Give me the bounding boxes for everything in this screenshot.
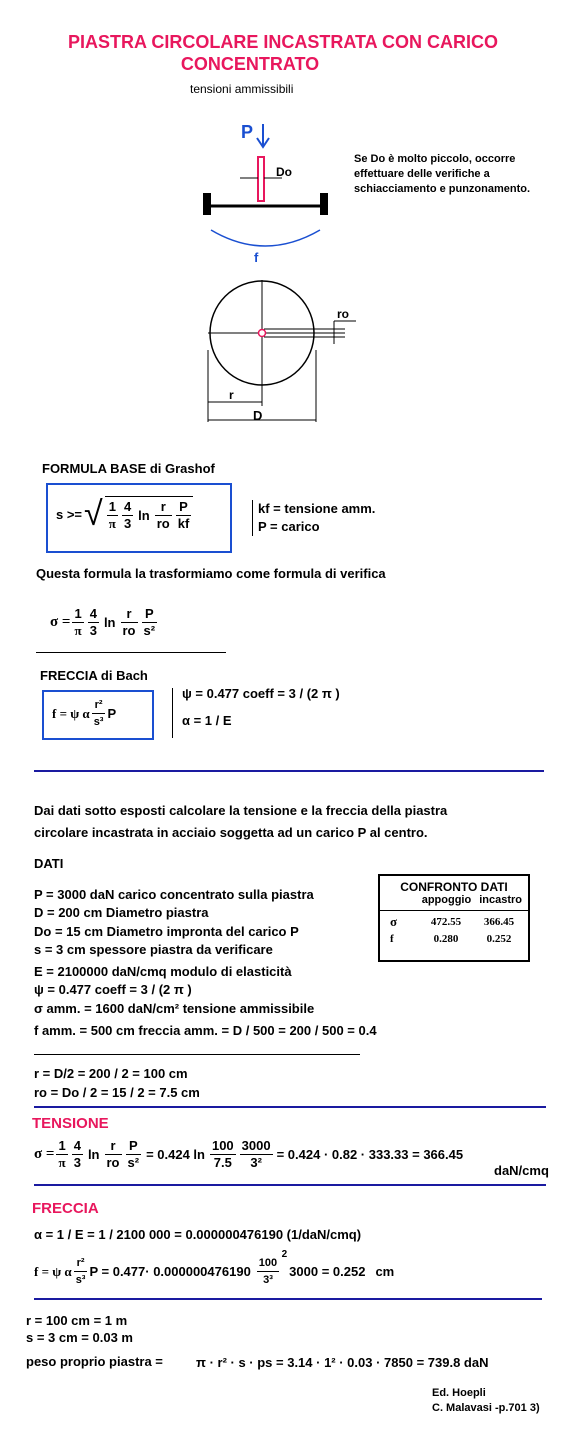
confronto-title: CONFRONTO DATI (400, 880, 508, 894)
dati-list (34, 886, 377, 1040)
frac-num: 1 (58, 1138, 66, 1153)
verify-intro: Questa formula la trasformiamo come formula di verifica (36, 566, 386, 581)
frac-den: s² (127, 1155, 140, 1170)
frac-num: r² (92, 697, 106, 714)
frac-den: 3 (73, 1155, 81, 1170)
tensione-unit: daN/cmq (494, 1163, 549, 1178)
frac-num: 4 (89, 606, 97, 621)
cell-incastro: 0.252 (486, 933, 512, 945)
frac-num: r² (74, 1255, 88, 1272)
problem-line: Dai dati sotto esposti calcolare la tensione e la freccia della piastra (34, 803, 448, 818)
legend-divider (172, 688, 173, 738)
frac-den: 3³ (263, 1274, 273, 1286)
grashof-lhs: s >= (56, 506, 83, 522)
cell-incastro: 366.45 (483, 916, 515, 928)
problem-line: circolare incastrata in acciaio soggetta ad un carico P al centro. (34, 825, 428, 840)
dati-item: P = 3000 daN carico concentrato sulla piastra (34, 887, 314, 902)
sqrt-icon: √ (84, 495, 103, 533)
frac-den: ro (106, 1155, 120, 1170)
page-title-line2: CONCENTRATO (180, 54, 320, 74)
dati-item: Do = 15 cm Diametro impronta del carico P (34, 923, 299, 939)
frac-num: r (121, 606, 138, 623)
col-incastro: incastro (479, 894, 522, 906)
frac-num: 1 (74, 606, 82, 621)
frac-num: r (155, 499, 172, 516)
support-right (320, 193, 328, 215)
section-rule (34, 1298, 542, 1300)
verify-formula (50, 606, 159, 639)
note-line: effettuare delle verifiche a (354, 168, 490, 180)
frac-num: P (142, 606, 158, 623)
frac-den: s³ (75, 1274, 86, 1286)
confronto-table (378, 874, 530, 962)
confronto-header (380, 894, 528, 906)
frac-den: 3² (250, 1155, 262, 1170)
bach-lhs: f = ψ α (52, 705, 90, 721)
alpha-calc: α = 1 / E = 1 / 2100 000 = 0.000000476190 (1/daN/cmq) (34, 1227, 362, 1242)
tensione-result: = 0.424 · 0.82 · 333.33 = 366.45 (276, 1147, 464, 1162)
do-label: Do (276, 165, 292, 179)
dati-item: D = 200 cm Diametro piastra (34, 905, 209, 921)
frac-num: 3000 (241, 1138, 271, 1153)
r-label: r (229, 388, 234, 402)
deflection-curve (211, 230, 320, 246)
confronto-row (380, 911, 528, 930)
col-appoggio: appoggio (421, 894, 472, 906)
cell-appoggio: 472.55 (430, 916, 462, 928)
load-footprint (258, 157, 264, 201)
section-rule (34, 1106, 546, 1108)
legend-p: P = carico (258, 519, 320, 534)
page-title-line1: PIASTRA CIRCOLARE INCASTRATA CON CARICO (68, 32, 498, 52)
peso-formula: π · r² · s · ps = 3.14 · 1² · 0.03 · 7850 = 739.8 daN (196, 1355, 489, 1370)
frac-num: 100 (257, 1255, 279, 1272)
ln-label: ln (103, 615, 116, 630)
grashof-heading: FORMULA BASE di Grashof (42, 461, 215, 476)
dati-heading: DATI (34, 856, 64, 871)
bach-p: P (107, 706, 117, 721)
calc-r: r = D/2 = 200 / 2 = 100 cm (34, 1066, 188, 1081)
frac-den: π (74, 623, 82, 638)
frac-num: 100 (211, 1138, 234, 1153)
frac-den: 7.5 (213, 1155, 232, 1170)
frac-num: 4 (73, 1138, 81, 1153)
divider (36, 652, 226, 653)
legend-divider (252, 500, 253, 536)
dati-item: f amm. = 500 cm freccia amm. = D / 500 = 200 / 500 = 0.4 (34, 1023, 377, 1039)
psi-definition: ψ = 0.477 coeff = 3 / (2 π ) (182, 686, 340, 701)
ln-label: ln (87, 1147, 100, 1162)
frac-den: 3 (123, 516, 132, 531)
frac-num: P (126, 1138, 142, 1155)
sigma-lhs: σ = (34, 1146, 55, 1162)
freccia-heading: FRECCIA (32, 1200, 99, 1217)
freccia-formula (34, 1249, 395, 1288)
footer-publisher: Ed. Hoepli (432, 1387, 486, 1399)
ro-label: ro (337, 307, 349, 321)
page-subtitle: tensioni ammissibili (190, 82, 294, 96)
frac-exponent: 2 (281, 1249, 288, 1260)
grashof-legend (258, 500, 375, 536)
conv-s: s = 3 cm = 0.03 m (26, 1330, 133, 1345)
frac-den: s² (143, 623, 156, 638)
note-line: schiacciamento e punzonamento. (354, 183, 531, 195)
grashof-formula (56, 496, 193, 532)
frac-num: P (176, 499, 192, 516)
dati-item: s = 3 cm spessore piastra da verificare (34, 941, 273, 957)
support-left (203, 193, 211, 215)
row-label: f (390, 933, 394, 945)
diagram-note (354, 152, 530, 197)
cell-appoggio: 0.280 (433, 933, 459, 945)
problem-statement (34, 800, 447, 844)
load-label: P (241, 122, 254, 142)
d-label: D (253, 408, 263, 423)
divider (34, 1054, 360, 1055)
tensione-mid: = 0.424 ln (146, 1147, 205, 1162)
section-rule (34, 1184, 546, 1186)
bach-formula (52, 697, 116, 730)
bach-heading: FRECCIA di Bach (40, 668, 148, 683)
note-line: Se Do è molto piccolo, occorre (354, 153, 516, 165)
tensione-heading: TENSIONE (32, 1115, 109, 1132)
frac-den: s³ (93, 716, 104, 728)
tensione-formula (34, 1138, 463, 1171)
dati-item: ψ = 0.477 coeff = 3 / (2 π ) (34, 982, 192, 998)
calc-ro: ro = Do / 2 = 15 / 2 = 7.5 cm (34, 1085, 200, 1100)
frac-den: π (108, 516, 116, 531)
frac-den: π (58, 1155, 66, 1170)
ln-label: ln (138, 508, 150, 523)
freccia-unit: cm (375, 1264, 395, 1279)
alpha-definition: α = 1 / E (182, 713, 232, 728)
freccia-lhs: f = ψ α (34, 1263, 72, 1279)
frac-den: ro (156, 516, 170, 531)
frac-den: kf (177, 516, 190, 531)
deflection-label: f (254, 250, 259, 265)
frac-den: ro (122, 623, 136, 638)
freccia-mid: P = 0.477· 0.000000476190 (89, 1264, 251, 1279)
frac-num: 4 (123, 499, 132, 514)
footer-author: C. Malavasi -p.701 3) (432, 1402, 540, 1414)
row-label: σ (390, 914, 398, 929)
footer-credits (432, 1386, 540, 1416)
frac-den: 3 (89, 623, 97, 638)
load-center (259, 330, 266, 337)
peso-label: peso proprio piastra = (26, 1354, 163, 1369)
section-rule (34, 770, 544, 772)
dati-item: E = 2100000 daN/cmq modulo di elasticità (34, 964, 292, 980)
confronto-row (380, 930, 528, 945)
dati-calcs (34, 1064, 200, 1102)
conv-r: r = 100 cm = 1 m (26, 1313, 128, 1328)
frac-num: 1 (108, 499, 116, 514)
frac-num: r (105, 1138, 122, 1155)
sqrt-argument (105, 496, 194, 532)
freccia-result: 3000 = 0.252 (289, 1264, 366, 1279)
sigma-lhs: σ = (50, 614, 71, 630)
dati-item: σ amm. = 1600 daN/cm² tensione ammissibile (34, 1000, 315, 1016)
peso-conversions (26, 1312, 133, 1346)
legend-kf: kf = tensione amm. (258, 501, 376, 516)
